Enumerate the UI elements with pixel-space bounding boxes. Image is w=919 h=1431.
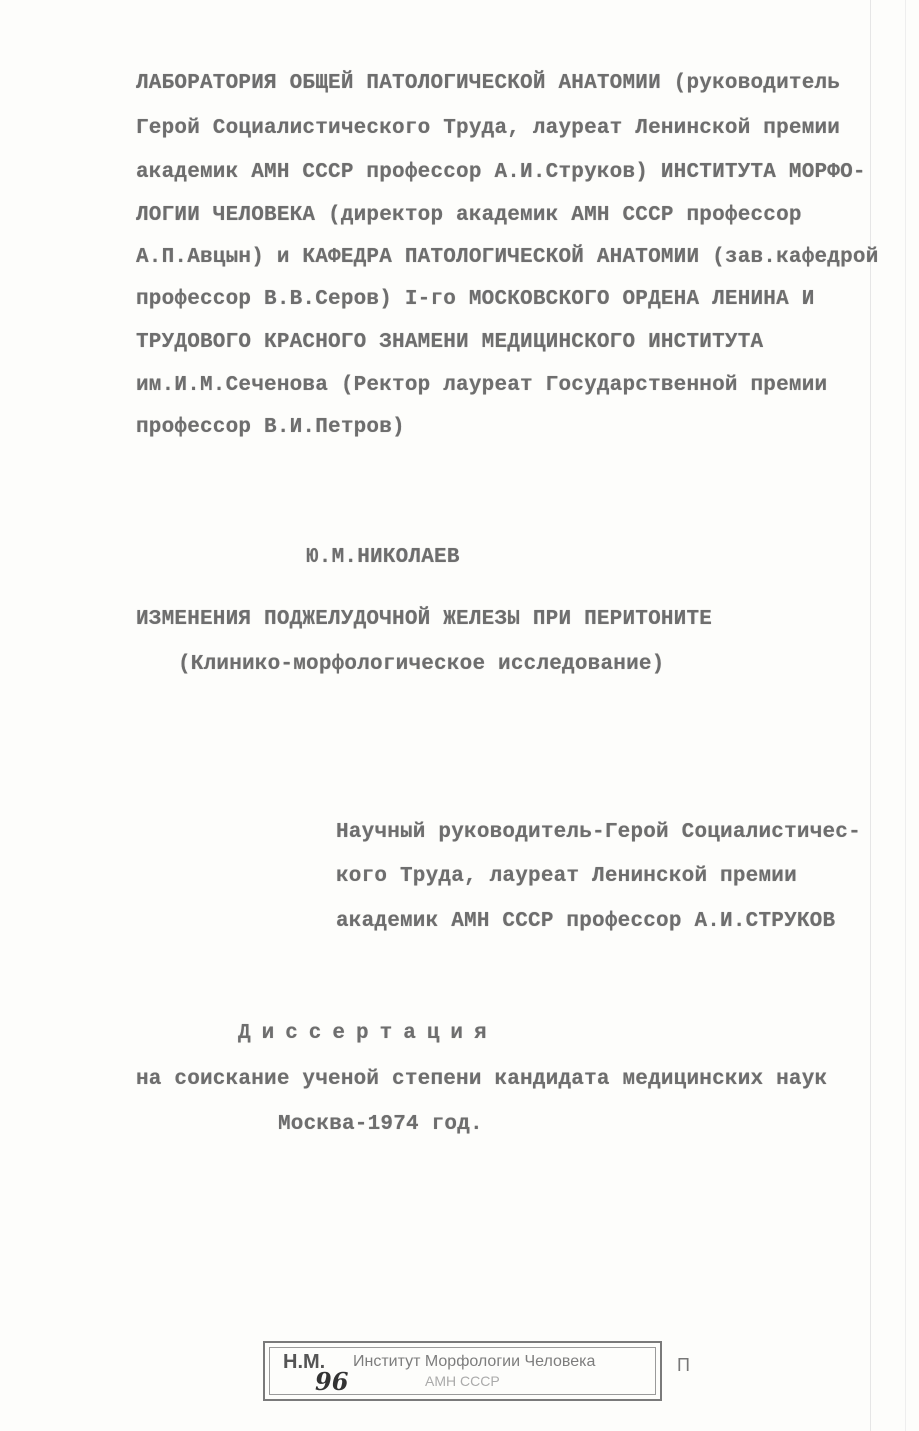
header-line: А.П.Авцын) и КАФЕДРА ПАТОЛОГИЧЕСКОЙ АНАТОМИИ (зав.кафедрой [136,246,879,269]
place-and-year: Москва-1974 год. [278,1113,483,1136]
header-line: ТРУДОВОГО КРАСНОГО ЗНАМЕНИ МЕДИЦИНСКОГО ИНСТИТУТА [136,331,764,354]
header-line: ЛАБОРАТОРИЯ ОБЩЕЙ ПАТОЛОГИЧЕСКОЙ АНАТОМИИ (руководитель [136,72,841,95]
dissertation-heading: Диссертация [238,1022,498,1045]
header-line: профессор В.В.Серов) I-го МОСКОВСКОГО ОРДЕНА ЛЕНИНА И [136,288,815,311]
supervisor-line: кого Труда, лауреат Ленинской премии [336,865,797,888]
thesis-title: ИЗМЕНЕНИЯ ПОДЖЕЛУДОЧНОЙ ЖЕЛЕЗЫ ПРИ ПЕРИТОНИТЕ [136,608,713,631]
dissertation-degree: на соискание ученой степени кандидата медицинских наук [136,1068,828,1091]
scan-streak [870,0,871,1431]
stamp-institution: Институт Морфологии Человека [353,1353,596,1370]
author-name: Ю.М.НИКОЛАЕВ [306,546,460,569]
header-line: Герой Социалистического Труда, лауреат Ленинской премии [136,117,841,140]
header-line: ЛОГИИ ЧЕЛОВЕКА (директор академик АМН СССР профессор [136,204,802,227]
margin-mark: П [677,1355,690,1375]
header-line: академик АМН СССР профессор А.И.Струков) ИНСТИТУТА МОРФО- [136,161,866,184]
scan-streak [905,0,906,1431]
header-line: им.И.М.Сеченова (Ректор лауреат Государственной премии [136,374,828,397]
supervisor-line: академик АМН СССР профессор А.И.СТРУКОВ [336,910,836,933]
thesis-subtitle: (Клинико-морфологическое исследование) [178,653,665,676]
stamp-subtitle: АМН СССР [425,1373,500,1389]
supervisor-line: Научный руководитель-Герой Социалистичес- [336,821,861,844]
library-stamp [263,1341,662,1401]
handwritten-number: 96 [315,1367,349,1396]
header-line: профессор В.И.Петров) [136,416,405,439]
stamp-code: Н.М. [283,1351,326,1373]
